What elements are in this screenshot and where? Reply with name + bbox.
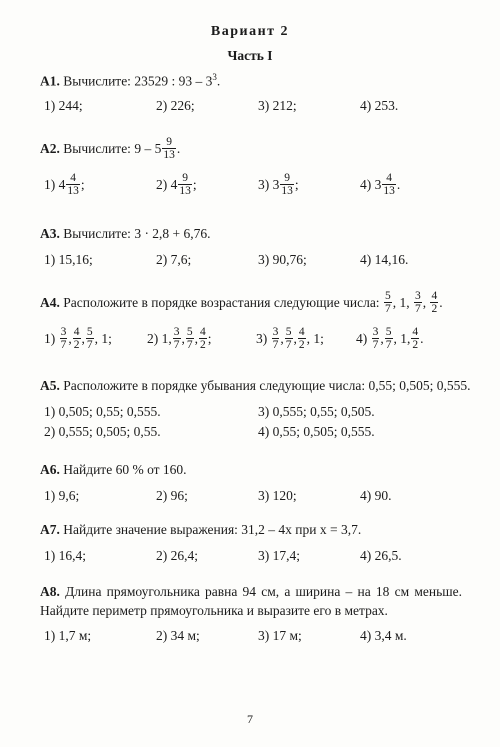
question-label: А6. bbox=[40, 462, 60, 477]
fraction: $\frac{9}{13}$ bbox=[281, 172, 293, 197]
question-a8 bbox=[40, 582, 462, 620]
a7-option-1: 1) 16,4; bbox=[44, 548, 86, 563]
fraction: $\frac{5}{7}$ bbox=[186, 326, 193, 351]
fraction: $\frac{3}{7}$ bbox=[60, 326, 67, 351]
question-expression: 3 · 2,8 + 6,76. bbox=[134, 226, 211, 241]
a3-option-4: 4) 14,16. bbox=[360, 252, 409, 267]
fraction: $\frac{5}{7}$ bbox=[285, 326, 292, 351]
question-prompt: Найдите 60 % от 160. bbox=[63, 462, 187, 477]
page-number: 7 bbox=[247, 712, 253, 726]
fraction: $\frac{4}{2}$ bbox=[73, 326, 80, 351]
question-a1 bbox=[40, 72, 220, 90]
a7-option-4: 4) 26,5. bbox=[360, 548, 402, 563]
a5-option-3: 3) 0,555; 0,55; 0,505. bbox=[258, 404, 375, 419]
a2-option-2: 2) 4 $\frac{9}{13}$ ; bbox=[156, 172, 197, 197]
fraction: $\frac{3}{7}$ bbox=[414, 290, 421, 315]
fraction: $\frac{3}{7}$ bbox=[372, 326, 379, 351]
question-end: . bbox=[216, 73, 221, 89]
a4-option-2: 2) 1 , $\frac{3}{7}$ , $\frac{5}{7}$ , $\frac{4}{2}$ ; bbox=[147, 326, 212, 351]
a5-option-4: 4) 0,55; 0,505; 0,555. bbox=[258, 424, 375, 439]
a4-option-3: 3) $\frac{3}{7}$ , $\frac{5}{7}$ , $\frac{4}{2}$ , 1 ; bbox=[256, 326, 324, 351]
question-prompt: Расположите в порядке возрастания следующие числа: bbox=[63, 294, 380, 310]
question-a2 bbox=[40, 136, 180, 161]
a3-option-1: 1) 15,16; bbox=[44, 252, 93, 267]
a4-option-1: 1) $\frac{3}{7}$ , $\frac{4}{2}$ , $\frac{5}{7}$ , 1 ; bbox=[44, 326, 112, 351]
question-label: А5. bbox=[40, 378, 60, 393]
question-a4: А4. Расположите в порядке возрастания следующие числа: $\frac{5}{7}$ , 1 , $\frac{3}{7}$ , $\frac{4}{2}$ . bbox=[40, 290, 443, 315]
fraction: $\frac{4}{13}$ bbox=[383, 172, 395, 197]
question-label: А8. bbox=[40, 584, 60, 599]
a8-option-1: 1) 1,7 м; bbox=[44, 628, 92, 643]
a2-option-3: 3) 3 $\frac{9}{13}$ ; bbox=[258, 172, 299, 197]
fraction: $\frac{5}{7}$ bbox=[384, 290, 391, 315]
question-a7 bbox=[40, 522, 361, 538]
a8-option-2: 2) 34 м; bbox=[156, 628, 200, 643]
fraction: $\frac{4}{2}$ bbox=[298, 326, 305, 351]
integer: 1 bbox=[399, 294, 407, 310]
a1-option-3: 3) 212; bbox=[258, 98, 297, 113]
question-prompt: Длина прямоугольника равна 94 см, а ширина – на 18 см меньше. Найдите периметр прямоугольника и выразите его в метрах. bbox=[40, 584, 462, 618]
a6-option-4: 4) 90. bbox=[360, 488, 392, 503]
question-end: . bbox=[176, 140, 181, 156]
a8-option-3: 3) 17 м; bbox=[258, 628, 302, 643]
a8-option-4: 4) 3,4 м. bbox=[360, 628, 407, 643]
question-expression: 23529 : 93 – 3 bbox=[134, 73, 213, 89]
fraction: $\frac{5}{7}$ bbox=[86, 326, 93, 351]
a1-option-2: 2) 226; bbox=[156, 98, 195, 113]
variant-title: Вариант 2 bbox=[210, 24, 290, 39]
a6-option-2: 2) 96; bbox=[156, 488, 188, 503]
question-a5 bbox=[40, 378, 470, 394]
a5-option-2: 2) 0,555; 0,505; 0,55. bbox=[44, 424, 161, 439]
fraction: $\frac{9}{13}$ bbox=[179, 172, 191, 197]
fraction: $\frac{3}{7}$ bbox=[272, 326, 279, 351]
a4-option-4: 4) $\frac{3}{7}$ , $\frac{5}{7}$ , 1 , $\frac{4}{2}$ . bbox=[356, 326, 424, 351]
question-label: А7. bbox=[40, 522, 60, 537]
question-prompt: Вычислите: bbox=[63, 226, 131, 241]
fraction: $\frac{9}{13}$ bbox=[163, 136, 175, 161]
question-prompt: Вычислите: bbox=[63, 73, 131, 89]
a1-option-4: 4) 253. bbox=[360, 98, 399, 113]
question-prompt: Найдите значение выражения: 31,2 – 4x при x = 3,7. bbox=[63, 522, 362, 537]
question-a3 bbox=[40, 226, 211, 242]
question-expression: 9 – 5 bbox=[134, 140, 162, 156]
fraction: $\frac{4}{13}$ bbox=[67, 172, 79, 197]
question-label: А4. bbox=[40, 294, 60, 310]
question-a6 bbox=[40, 462, 187, 478]
fraction: $\frac{4}{2}$ bbox=[431, 290, 438, 315]
a2-option-1: 1) 4 $\frac{4}{13}$ ; bbox=[44, 172, 85, 197]
fraction: $\frac{5}{7}$ bbox=[385, 326, 392, 351]
a7-option-3: 3) 17,4; bbox=[258, 548, 300, 563]
a5-option-1: 1) 0,505; 0,55; 0,555. bbox=[44, 404, 161, 419]
a6-option-1: 1) 9,6; bbox=[44, 488, 80, 503]
question-prompt: Расположите в порядке убывания следующие числа: 0,55; 0,505; 0,555. bbox=[63, 378, 471, 393]
question-label: А1. bbox=[40, 73, 60, 89]
a7-option-2: 2) 26,4; bbox=[156, 548, 198, 563]
a3-option-2: 2) 7,6; bbox=[156, 252, 192, 267]
fraction: $\frac{3}{7}$ bbox=[173, 326, 180, 351]
question-prompt: Вычислите: bbox=[63, 140, 131, 156]
part-title: Часть I bbox=[227, 48, 273, 63]
question-label: А3. bbox=[40, 226, 60, 241]
fraction: $\frac{4}{2}$ bbox=[200, 326, 206, 351]
a6-option-3: 3) 120; bbox=[258, 488, 297, 503]
exponent: 3 bbox=[212, 72, 217, 82]
question-label: А2. bbox=[40, 140, 60, 156]
a2-option-4: 4) 3 $\frac{4}{13}$ . bbox=[360, 172, 401, 197]
fraction: $\frac{4}{2}$ bbox=[412, 326, 419, 351]
a3-option-3: 3) 90,76; bbox=[258, 252, 307, 267]
a1-option-1: 1) 244; bbox=[44, 98, 83, 113]
